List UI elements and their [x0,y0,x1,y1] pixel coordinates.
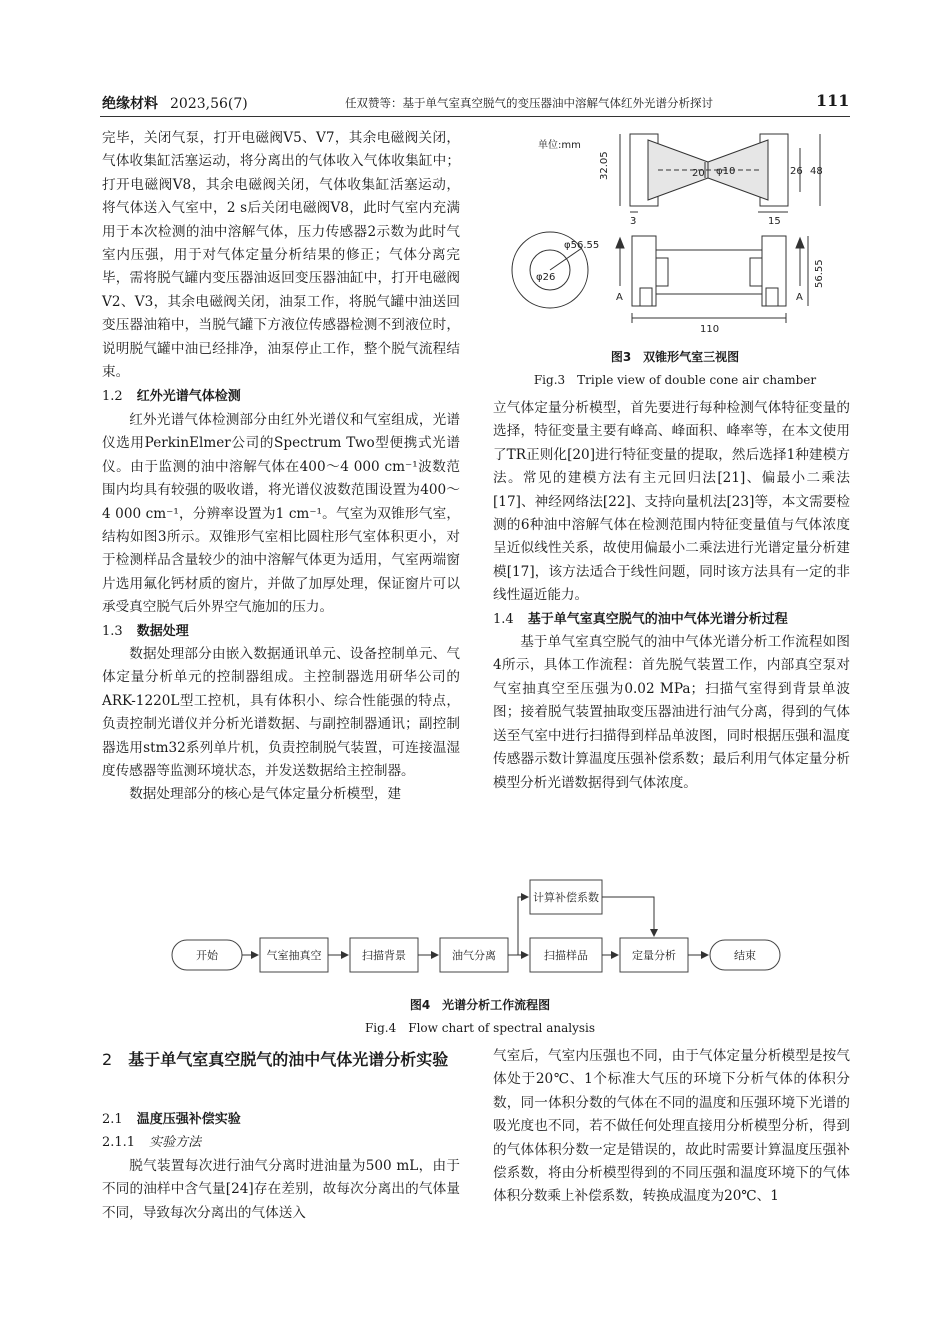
dim-label: 110 [700,324,720,335]
flow-label: 扫描样品 [544,949,588,962]
flowchart [170,868,790,980]
paragraph-model-building: 立气体定量分析模型，首先要进行每种检测气体特征变量的选择，特征变量主要有峰高、峰面积、峰率等，在本文使用了TR正则化[20]进行特征变量的提取，然后选择1种建模方法。常见的建模方法有主元回归法[21]、偏最小二乘法[17]、神经网络法[22]、支持向量机法[23]等，本文需要检测的6种油中溶解气体在检测范围内特征变量值与气体浓度呈近似线性关系，故使用偏最小二乘法进行光谱定量分析建模[17]，该方法适合于线性问题，同时该方法具有一定的非线性逼近能力。 [493,400,850,604]
section-1-2-heading [102,385,460,408]
flow-label: 扫描背景 [362,949,406,962]
flow-label: 开始 [196,949,218,962]
journal-header [102,93,248,113]
flow-label: 油气分离 [452,949,496,962]
dim-label: φ10 [716,166,736,177]
flow-label: 计算补偿系数 [533,891,599,904]
section-title: 数据处理 [136,623,189,639]
section-title: 基于单气室真空脱气的油中气体光谱分析过程 [527,611,788,627]
section-2-1-heading [102,1108,460,1131]
section-title: 基于单气室真空脱气的油中气体光谱分析实验 [128,1050,449,1069]
section-number: 2.1.1 [102,1135,136,1151]
figure-4 [170,868,790,1035]
section-1-4-heading [493,608,850,631]
figure-3-caption-zh: 图3 双锥形气室三视图 [610,350,740,364]
journal-name: 绝缘材料 [102,96,158,112]
figure-4-caption-en: Fig.4 Flow chart of spectral analysis [364,1021,596,1035]
section-title: 实验方法 [149,1135,202,1151]
figure-3-caption-en: Fig.3 Triple view of double cone air chamber [533,373,817,387]
chamber-drawing [500,118,850,340]
left-column [102,127,460,807]
section-number: 1.2 [102,389,123,405]
flow-label: 气室抽真空 [266,949,322,962]
unit-label: 单位:mm [538,140,581,151]
dim-label: φ26 [536,272,556,283]
dim-label: 32.05 [599,151,610,180]
section-title: 红外光谱气体检测 [136,389,241,405]
figure-3 [500,118,850,388]
dim-label: 48 [810,166,823,177]
journal-issue: 2023,56(7) [170,96,248,112]
paragraph-model-core: 数据处理部分的核心是气体定量分析模型，建 [129,786,402,803]
section-mark: A [616,292,623,303]
left-column-bottom [102,1108,460,1225]
paragraph-degassing-end: 完毕，关闭气泵，打开电磁阀V5、V7，其余电磁阀关闭，气体收集缸活塞运动，将分离出的气体收入气体收集缸中；打开电磁阀V8，其余电磁阀关闭，气体收集缸活塞运动，将气体送入气室中，2 s后关闭电磁阀V8，此时气室内充满用于本次检测的油中溶解气体，压力传感器2示数为此时气室内压强，用于对气体定量分析结果的修正；气体分离完毕，需将脱气罐内变压器油返回变压器油缸中，打开电磁阀V2、V3，其余电磁阀关闭，油泵工作，将脱气罐中油送回变压器油箱中，当脱气罐下方液位传感器检测不到液位时，说明脱气罐中油已经排净，油泵停止工作，整个脱气流程结束。 [102,130,460,381]
right-column [493,397,850,795]
dim-label: 26 [790,166,803,177]
section-number: 1.3 [102,623,123,639]
right-column-bottom [493,1045,850,1209]
section-number: 1.4 [493,611,514,627]
paragraph-ir-detection: 红外光谱气体检测部分由红外光谱仪和气室组成，光谱仪选用PerkinElmer公司的Spectrum Two型便携式光谱仪。由于监测的油中溶解气体在400～4 000 cm⁻¹波数范围内均具有较强的吸收谱，将光谱仪波数范围设置为400～4 000 cm⁻¹，分辨率设置为1 cm⁻¹。气室为双锥形气室，结构如图3所示。双锥形气室相比圆柱形气室体积更小，对于检测样品含量较少的油中溶解气体更为适用，气室两端窗片选用氟化钙材质的窗片，并做了加厚处理，保证窗片可以承受真空脱气后外界空气施加的压力。 [102,411,460,616]
paragraph-method: 脱气装置每次进行油气分离时进油量为500 mL，由于不同的油样中含气量[24]存在差别，故每次分离出的气体量不同，导致每次分离出的气体送入 [102,1157,460,1221]
section-mark: A [796,292,803,303]
flow-label: 结束 [734,949,756,962]
section-1-3-heading [102,620,460,643]
section-number: 2.1 [102,1112,123,1127]
dim-label: 15 [768,216,781,227]
running-title: 任双赞等：基于单气室真空脱气的变压器油中溶解气体红外光谱分析探讨 [345,96,713,110]
section-2-1-1-heading [102,1131,460,1154]
page-number: 111 [816,91,850,110]
paragraph-workflow: 基于单气室真空脱气的油中气体光谱分析工作流程如图4所示，具体工作流程：首先脱气装置工作，内部真空泵对气室抽真空至压强为0.02 MPa；扫描气室得到背景单波图；接着脱气装置抽取变压器油进行油气分离，得到的气体送至气室中进行扫描得到样品单波图，同时根据压强和温度传感器示数计算温度压强补偿系数；最后利用气体定量分析模型分析光谱数据得到气体浓度。 [493,634,850,791]
dim-label: 3 [630,216,637,227]
paragraph-compensation: 气室后，气室内压强也不同，由于气体定量分析模型是按气体处于20℃、1个标准大气压的环境下分析气体的体积分数，同一体积分数的气体在不同的温度和压强环境下光谱的吸光度也不同，若不做任何处理直接用分析模型分析，得到的气体体积分数一定是错误的，故此时需要计算温度压强补偿系数，将由分析模型得到的不同压强和温度环境下的气体体积分数乘上补偿系数，转换成温度为20℃、1 [493,1048,850,1205]
header-rule [100,116,850,117]
flow-label: 定量分析 [632,949,676,962]
figure-4-caption-zh: 图4 光谱分析工作流程图 [409,998,551,1012]
dim-label: 56.55 [814,259,825,288]
paragraph-data-processing: 数据处理部分由嵌入数据通讯单元、设备控制单元、气体定量分析单元的控制器组成。主控制器选用研华公司的ARK-1220L型工控机，具有体积小、综合性能强的特点，负责控制光谱仪并分析光谱数据、与副控制器通讯；副控制器选用stm32系列单片机，负责控制脱气装置，可连接温湿度传感器等监测环境状态，并发送数据给主控制器。 [102,645,460,779]
section-2-heading [102,1047,462,1073]
dim-label: φ56.55 [564,240,600,251]
dim-label: 20 [692,168,705,179]
section-number: 2 [102,1050,113,1069]
section-title: 温度压强补偿实验 [136,1112,241,1127]
